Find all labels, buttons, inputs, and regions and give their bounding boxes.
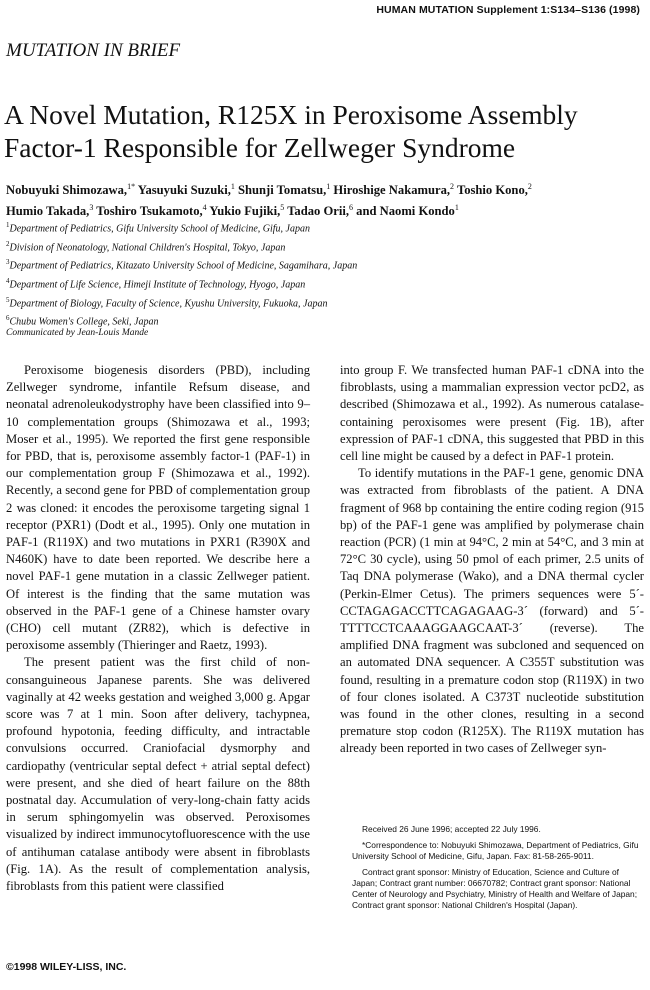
affiliation: $^5$Department of Biology, Faculty of Science, Kyushu University, Fukuoka, Japan [6, 295, 328, 309]
affiliation: $^6$Chubu Women's College, Seki, Japan [6, 314, 159, 328]
article-title [4, 98, 644, 164]
body-column-right [340, 362, 644, 758]
author: Yasuyuki Suzuki,$^1$ [137, 182, 235, 198]
affiliation: $^2$Division of Neonatology, National Children's Hospital, Tokyo, Japan [6, 239, 286, 253]
body-column-left [6, 362, 310, 895]
section-label: MUTATION IN BRIEF [6, 40, 181, 61]
paragraph: The present patient was the first child of non-consanguineous Japanese parents. She was delivered vaginally at 42 weeks gestation and weighed 3,000 g. Apgar score was 7 at 1 min. Soon after delivery, tachypnea, profound hypotonia, feeding difficulty, and intractable convulsions occurred. Craniofacial dysmorphy and cardiopathy (ventricular septal defect + atrial septal defect) were present, and she died of heart failure on the 88th postnatal day. Accumulation of very-long-chain fatty acids in serum sphingomyelin was observed. Peroxisomes visualized by indirect immunocytofluorescence with the use of antihuman catalase antibody were absent in fibroblasts (Fig. 1A). As the result of complementation analysis, fibroblasts from this patient were classified [6, 655, 310, 894]
author-list [6, 178, 646, 220]
communicated-by: Communicated by Jean-Louis Mande [6, 328, 149, 338]
grant-note: Contract grant sponsor: Ministry of Education, Science and Culture of Japan; Contract grant number: 06670782; Contract grant sponsor: National Center of Neurology and Psychiatry, Ministry of Health and Welfare of Japan; Contract grant sponsor: National Children's Hospital (Japan). [352, 867, 638, 910]
author: and Naomi Kondo$^1$ [356, 203, 459, 219]
affiliation-list [6, 218, 646, 330]
affiliation: $^1$Department of Pediatrics, Gifu University School of Medicine, Gifu, Japan [6, 221, 310, 235]
title-line-2: Factor-1 Responsible for Zellweger Syndrome [4, 132, 516, 163]
journal-header: HUMAN MUTATION Supplement 1:S134–S136 (1998) [376, 4, 640, 16]
received-date: Received 26 June 1996; accepted 22 July 1996. [362, 824, 541, 834]
author: Hiroshige Nakamura,$^2$ [333, 182, 455, 198]
author: Tadao Orii,$^6$ [287, 203, 354, 219]
copyright: ©1998 WILEY-LISS, INC. [6, 961, 127, 973]
footnotes [352, 824, 642, 916]
author: Nobuyuki Shimozawa,$^{1*}$ [6, 182, 136, 198]
paragraph: into group F. We transfected human PAF-1 cDNA into the fibroblasts, using a mammalian expression vector pcD2, as described (Shimozawa et al., 1992). As numerous catalase-containing peroxisomes were present (Fig. 1B), after expression of PAF-1 cDNA, this suggested that PBD in this cell line might be caused by a defect in PAF-1 protein. [340, 363, 644, 464]
correspondence-note: *Correspondence to: Nobuyuki Shimozawa, Department of Pediatrics, Gifu University School of Medicine, Gifu, Japan. Fax: 81-58-265-9011. [352, 840, 639, 861]
author: Humio Takada,$^3$ [6, 203, 94, 219]
author: Toshiro Tsukamoto,$^4$ [96, 203, 207, 219]
paragraph: To identify mutations in the PAF-1 gene, genomic DNA was extracted from fibroblasts of the patient. A DNA fragment of 968 bp containing the entire coding region (915 bp) of the PAF-1 gene was amplified by polymerase chain reaction (PCR) (1 min at 94°C, 2 min at 54°C, and 3 min at 72°C 30 cycle), using 50 pmol of each primer, 2.5 units of Taq DNA polymerase (Wako), and a DNA thermal cycler (Perkin-Elmer Cetus). The primers sequences were 5´-CCTAGAGACCTTCAGAGAAG-3´ (forward) and 5´-TTTTCCTCAAAGGAAGCAAT-3´ (reverse). The amplified DNA fragment was subcloned and sequenced on an automated DNA sequencer. A C355T substitution was found, resulting in a premature codon stop (R119X) in two of four clones isolated. A C373T nucleotide substitution was found in the other clones, resulting in a second premature stop codon (R125X). The R119X mutation has already been reported in two cases of Zellweger syn- [340, 466, 644, 756]
affiliation: $^4$Department of Life Science, Himeji Institute of Technology, Hyogo, Japan [6, 276, 306, 291]
author: Yukio Fujiki,$^5$ [209, 203, 285, 219]
paragraph: Peroxisome biogenesis disorders (PBD), including Zellweger syndrome, infantile Refsum disease, and neonatal adrenoleukodystrophy have been classified into 9–10 complementation groups (Shimozawa et al., 1993; Moser et al., 1995). We reported the first gene responsible for PBD, that is, peroxisome assembly factor-1 (PAF-1) in our complementation group F (Shimozawa et al., 1992). Recently, a second gene for PBD of complementation group 2 was cloned: it encodes the peroxisome targeting signal 1 receptor (PXR1) (Dodt et al., 1995). Only one mutation in PAF-1 (R119X) and two mutations in PXR1 (R390X and N460K) have to date been reported. We describe here a novel PAF-1 gene mutation in a classic Zellweger patient. Of interest is the finding that the same mutation was observed in the PAF-1 gene of a Chinese hamster ovary (CHO) cell mutant (ZR82), which is defective in peroxisome assembly (Thieringer and Raetz, 1993). [6, 363, 310, 653]
affiliation: $^3$Department of Pediatrics, Kitazato University School of Medicine, Sagamihara, Japan [6, 258, 358, 272]
author: Toshio Kono,$^2$ [456, 182, 532, 198]
author: Shunji Tomatsu,$^1$ [238, 182, 331, 198]
title-line-1: A Novel Mutation, R125X in Peroxisome Assembly [4, 99, 578, 130]
